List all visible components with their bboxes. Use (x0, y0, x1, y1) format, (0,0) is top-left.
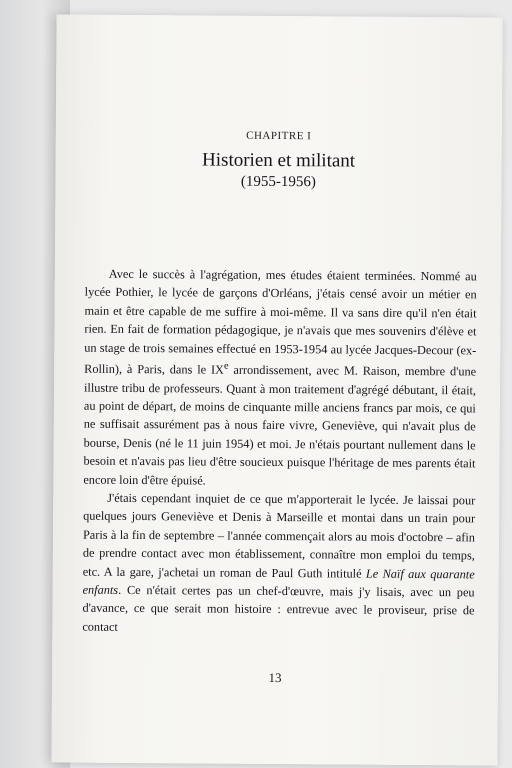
superscript-e: e (223, 360, 229, 372)
book-title-italic: Le Naïf aux quarante enfants (82, 566, 475, 597)
body-text (82, 265, 477, 639)
chapter-title: Historien et militant (202, 149, 356, 172)
paragraph-2 (82, 489, 475, 639)
paragraph-1-part-2: arrondissement, avec M. Raison, membre d'une illustre tribu de professeurs. Quant à mon traitement d'agrégé débutant, il était, au point de départ, de moins de cinquante mille anciens francs par mois, ce qui ne suffisait assurément pas à nous faire vivre, Geneviève, qui n'avait plus de bourse, Denis (né le 11 juin 1954) et moi. Je n'étais pourtant nullement dans le besoin et n'avais pas lieu d'être soucieux puisque l'héritage de mes parents était encore loin d'être épuisé. (83, 362, 477, 488)
paragraph-1-part-1: Avec le succès à l'agrégation, mes études étaient terminées. Nommé au lycée Pothier, le lycée de garçons d'Orléans, j'étais censé avoir un métier en main et être capable de me suffire à moi-même. Il va sans dire qu'il n'en était rien. En fait de formation pédagogique, je n'avais que mes souvenirs d'élève et un stage de trois semaines effectué en 1953-1954 au lycée Jacques-Decour (ex-Rollin), à Paris, dans le IX (84, 266, 477, 377)
paragraph-1 (83, 265, 477, 492)
paragraph-2-part-1: J'étais cependant inquiet de ce que m'apporterait le lycée. Je laissai pour quelques jours Geneviève et Denis à Marseille et montai dans un train pour Paris à la fin de septembre – l'année commençait alors au mois d'octobre – afin de prendre contact avec mon établissement, connaître mon emploi du temps, etc. A la gare, j'achetai un roman de Paul Guth intitulé (82, 490, 476, 581)
chapter-dates: (1955-1956) (240, 173, 317, 191)
paragraph-2-part-2: . Ce n'était certes pas un chef-d'œuvre, mais j'y lisais, avec un peu d'avance, ce que serait mon histoire : entrevue avec le proviseur, prise de contact (82, 582, 475, 634)
page-number: 13 (268, 669, 282, 686)
chapter-label: CHAPITRE I (246, 129, 312, 143)
book-page (51, 14, 502, 765)
